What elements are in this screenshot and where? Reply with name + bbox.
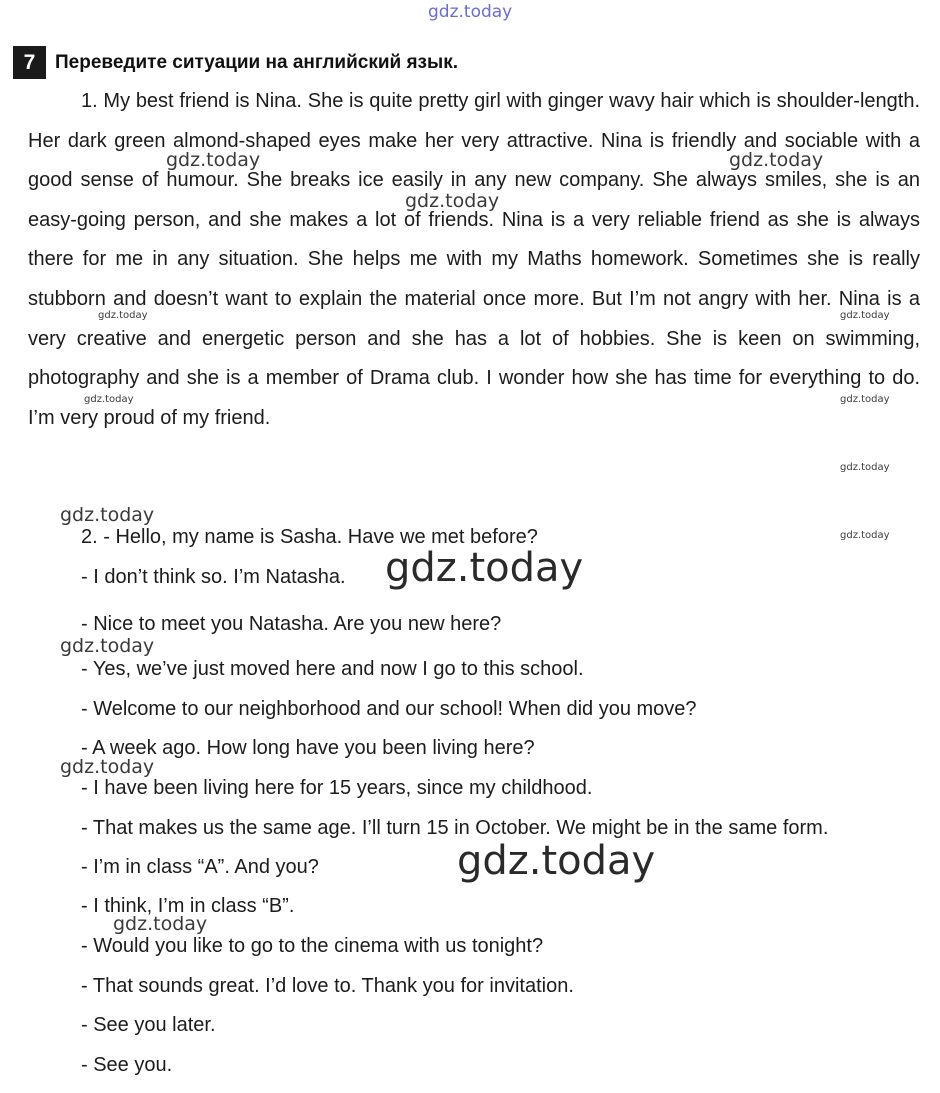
- dialogue-line-7: - I have been living here for 15 years, since my childhood.: [81, 777, 593, 799]
- dialogue-line-8: - That makes us the same age. I’ll turn 15 in October. We might be in the same form.: [81, 817, 829, 839]
- watermark: gdz.today: [84, 394, 134, 405]
- dialogue-line-3: - Nice to meet you Natasha. Are you new here?: [81, 613, 502, 635]
- dialogue-line-12: - That sounds great. I’d love to. Thank you for invitation.: [81, 975, 574, 997]
- task-title: Переведите ситуации на английский язык.: [55, 52, 459, 73]
- task-number-badge: 7: [13, 46, 46, 79]
- dialogue-line-6: - A week ago. How long have you been living here?: [81, 737, 535, 759]
- watermark: gdz.today: [840, 310, 890, 321]
- watermark: gdz.today: [60, 635, 155, 657]
- dialogue-line-11: - Would you like to go to the cinema with us tonight?: [81, 935, 544, 957]
- dialogue-line-5: - Welcome to our neighborhood and our school! When did you move?: [81, 698, 697, 720]
- watermark: gdz.today: [98, 310, 148, 321]
- watermark: gdz.today: [840, 394, 890, 405]
- watermark: gdz.today: [729, 149, 824, 171]
- dialogue-line-13: - See you later.: [81, 1014, 216, 1036]
- watermark: gdz.today: [840, 530, 890, 541]
- watermark: gdz.today: [840, 462, 890, 473]
- dialogue-line-2: - I don’t think so. I’m Natasha.: [81, 566, 346, 588]
- dialogue-line-9: - I’m in class “A”. And you?: [81, 856, 319, 878]
- watermark: gdz.today: [405, 190, 500, 212]
- dialogue-line-1: 2. - Hello, my name is Sasha. Have we met before?: [81, 526, 538, 548]
- watermark: gdz.today: [113, 913, 208, 935]
- dialogue-line-4: - Yes, we’ve just moved here and now I go to this school.: [81, 658, 584, 680]
- paragraph-best-friend: 1. My best friend is Nina. She is quite pretty girl with ginger wavy hair which is shoulder-length. Her dark green almond-shaped eyes make her very attractive. Nina is friendly and sociable with a good sense of humour. She breaks ice easily in any new company. She always smiles, she is an easy-going person, and she makes a lot of friends. Nina is a very reliable friend as she is always there for me in any situation. She helps me with my Maths homework. Sometimes she is really stubborn and doesn’t want to explain the material once more. But I’m not angry with her. Nina is a very creative and energetic person and she has a lot of hobbies. She is keen on swimming, photography and she is a member of Drama club. I wonder how she has time for everything to do. I’m very proud of my friend.: [28, 90, 920, 429]
- dialogue-line-14: - See you.: [81, 1054, 173, 1076]
- watermark-top: gdz.today: [428, 2, 513, 22]
- watermark-large: gdz.today: [457, 838, 656, 884]
- dialogue-line-10: - I think, I’m in class “B”.: [81, 895, 295, 917]
- watermark: gdz.today: [60, 756, 155, 778]
- watermark: gdz.today: [60, 504, 155, 526]
- watermark-large: gdz.today: [385, 545, 584, 591]
- watermark: gdz.today: [166, 149, 261, 171]
